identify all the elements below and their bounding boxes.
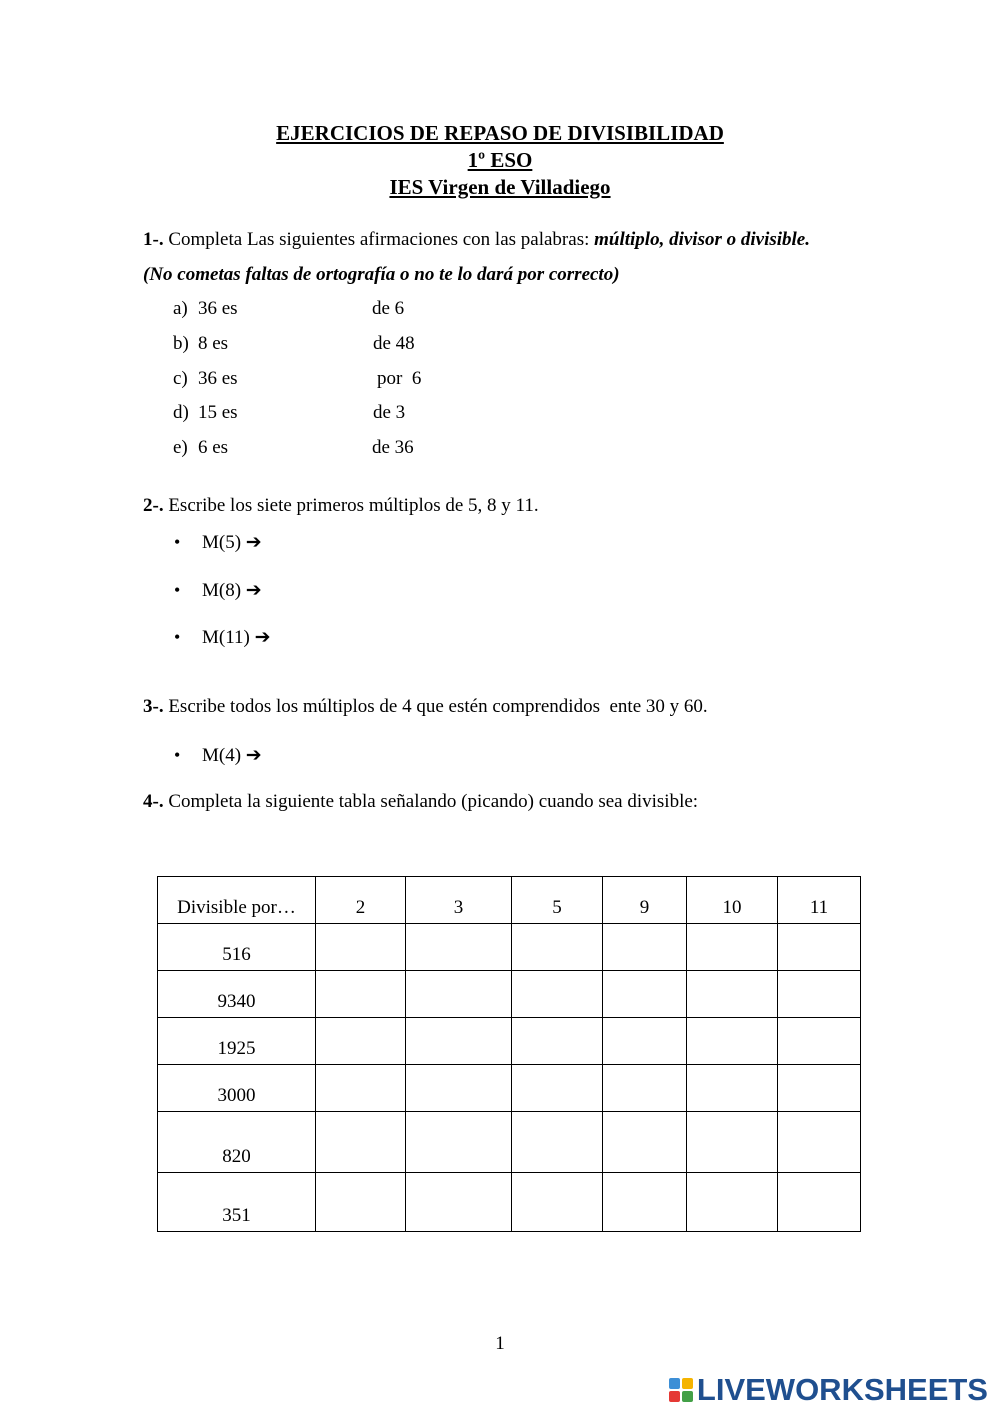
exercise-1-words: múltiplo, divisor o divisible.	[594, 229, 810, 250]
logo-square	[682, 1378, 693, 1389]
bullet-icon: •	[174, 627, 181, 647]
table-header-cell: 10	[687, 877, 778, 924]
table-row-number: 820	[158, 1112, 316, 1173]
exercise-1-text: Completa Las siguientes afirmaciones con las palabras:	[163, 229, 595, 250]
liveworksheets-logo[interactable]	[669, 1372, 988, 1408]
ex1-item-d-start: 15 es	[198, 402, 238, 423]
table-header-cell: 2	[316, 877, 406, 924]
table-answer-cell[interactable]	[406, 1173, 512, 1232]
exercise-3-text: Escribe todos los múltiplos de 4 que estén comprendidos ente 30 y 60.	[163, 696, 708, 717]
ex1-item-c-end: por 6	[377, 368, 422, 389]
ex2-item-m8: M(8) ➔	[202, 580, 262, 601]
table-answer-cell[interactable]	[778, 1112, 861, 1173]
table-answer-cell[interactable]	[603, 1065, 687, 1112]
course-label: 1º ESO	[467, 148, 533, 172]
ex1-item-e-end: de 36	[372, 437, 414, 458]
ex3-item-m4: M(4) ➔	[202, 745, 262, 766]
table-answer-cell[interactable]	[687, 971, 778, 1018]
exercise-1-number: 1-.	[143, 229, 164, 250]
ex1-item-d-label: d)	[173, 402, 189, 423]
table-answer-cell[interactable]	[603, 924, 687, 971]
table-answer-cell[interactable]	[406, 1065, 512, 1112]
table-answer-cell[interactable]	[687, 1018, 778, 1065]
table-row	[158, 971, 861, 1018]
table-answer-cell[interactable]	[512, 1065, 603, 1112]
exercise-4-text: Completa la siguiente tabla señalando (picando) cuando sea divisible:	[163, 791, 699, 812]
table-answer-cell[interactable]	[512, 1018, 603, 1065]
table-answer-cell[interactable]	[778, 1018, 861, 1065]
table-answer-cell[interactable]	[603, 1173, 687, 1232]
table-answer-cell[interactable]	[316, 1018, 406, 1065]
table-answer-cell[interactable]	[316, 924, 406, 971]
logo-square	[682, 1391, 693, 1402]
ex1-item-c-label: c)	[173, 368, 188, 389]
table-row-number: 1925	[158, 1018, 316, 1065]
exercise-2-number: 2-.	[143, 495, 164, 516]
table-header-cell: Divisible por…	[158, 877, 316, 924]
ex1-item-c-start: 36 es	[198, 368, 238, 389]
bullet-icon: •	[174, 532, 181, 552]
exercise-2-prompt	[143, 495, 539, 517]
table-answer-cell[interactable]	[512, 971, 603, 1018]
table-answer-cell[interactable]	[778, 1173, 861, 1232]
table-answer-cell[interactable]	[406, 971, 512, 1018]
table-answer-cell[interactable]	[603, 1018, 687, 1065]
table-answer-cell[interactable]	[512, 1173, 603, 1232]
table-row	[158, 1173, 861, 1232]
table-row	[158, 924, 861, 971]
table-header-cell: 3	[406, 877, 512, 924]
table-answer-cell[interactable]	[406, 1018, 512, 1065]
liveworksheets-logo-text: LIVEWORKSHEETS	[696, 1372, 988, 1407]
ex1-item-e-label: e)	[173, 437, 188, 458]
table-answer-cell[interactable]	[603, 971, 687, 1018]
ex1-item-d-end: de 3	[373, 402, 406, 423]
table-row-number: 351	[158, 1173, 316, 1232]
exercise-3-prompt	[143, 696, 708, 718]
table-answer-cell[interactable]	[406, 924, 512, 971]
school-name: IES Virgen de Villadiego	[389, 175, 611, 199]
table-answer-cell[interactable]	[687, 1065, 778, 1112]
table-answer-cell[interactable]	[778, 971, 861, 1018]
exercise-4-number: 4-.	[143, 791, 164, 812]
table-answer-cell[interactable]	[316, 971, 406, 1018]
ex2-item-m5: M(5) ➔	[202, 532, 262, 553]
table-header-cell: 9	[603, 877, 687, 924]
table-answer-cell[interactable]	[512, 1112, 603, 1173]
table-answer-cell[interactable]	[316, 1065, 406, 1112]
ex1-item-b-label: b)	[173, 333, 189, 354]
table-answer-cell[interactable]	[687, 1112, 778, 1173]
ex2-item-m11: M(11) ➔	[202, 627, 271, 648]
table-answer-cell[interactable]	[316, 1112, 406, 1173]
table-answer-cell[interactable]	[406, 1112, 512, 1173]
ex1-item-a-start: 36 es	[198, 298, 238, 319]
logo-square	[669, 1391, 680, 1402]
table-answer-cell[interactable]	[687, 1173, 778, 1232]
table-header-cell: 11	[778, 877, 861, 924]
document-title: EJERCICIOS DE REPASO DE DIVISIBILIDAD	[276, 121, 724, 145]
ex1-item-e-start: 6 es	[198, 437, 229, 458]
bullet-icon: •	[174, 580, 181, 600]
table-answer-cell[interactable]	[316, 1173, 406, 1232]
page-number: 1	[495, 1333, 505, 1354]
liveworksheets-logo-icon	[669, 1378, 693, 1402]
table-header-cell: 5	[512, 877, 603, 924]
exercise-2-text: Escribe los siete primeros múltiplos de 5, 8 y 11.	[163, 495, 539, 516]
table-row-number: 3000	[158, 1065, 316, 1112]
ex1-item-a-end: de 6	[372, 298, 405, 319]
ex1-item-b-start: 8 es	[198, 333, 229, 354]
logo-square	[669, 1378, 680, 1389]
table-row	[158, 1112, 861, 1173]
exercise-1-note: (No cometas faltas de ortografía o no te lo dará por correcto)	[143, 264, 620, 285]
divisibility-table	[157, 876, 861, 1232]
table-answer-cell[interactable]	[512, 924, 603, 971]
exercise-1-prompt	[143, 229, 810, 251]
table-answer-cell[interactable]	[778, 1065, 861, 1112]
table-answer-cell[interactable]	[603, 1112, 687, 1173]
table-row-number: 9340	[158, 971, 316, 1018]
ex1-item-b-end: de 48	[373, 333, 415, 354]
table-header-row	[158, 877, 861, 924]
exercise-3-number: 3-.	[143, 696, 164, 717]
table-row	[158, 1018, 861, 1065]
bullet-icon: •	[174, 745, 181, 765]
table-answer-cell[interactable]	[687, 924, 778, 971]
table-row	[158, 1065, 861, 1112]
exercise-4-prompt	[143, 791, 698, 813]
table-row-number: 516	[158, 924, 316, 971]
ex1-item-a-label: a)	[173, 298, 188, 319]
table-answer-cell[interactable]	[778, 924, 861, 971]
